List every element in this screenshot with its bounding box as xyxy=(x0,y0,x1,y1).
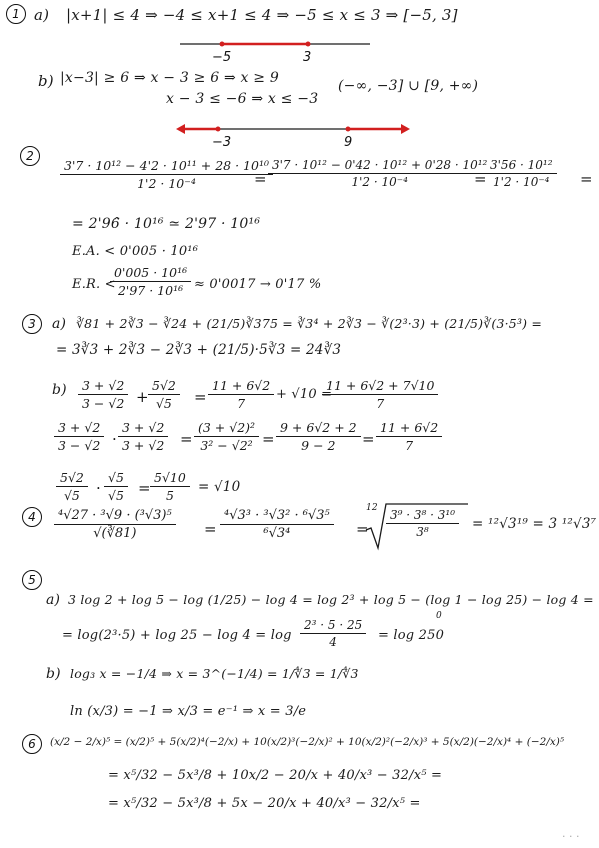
numerator: ⁴√27 · ³√9 · (³√3)⁵ xyxy=(54,508,176,525)
equals-sign: = xyxy=(138,479,151,497)
denominator: 3 − √2 xyxy=(82,396,125,411)
endpoint-dot xyxy=(220,42,225,47)
numerator: 3 + √2 xyxy=(54,420,104,437)
numerator: √5 xyxy=(104,470,128,487)
endpoint-dot xyxy=(216,127,221,132)
problem-3-number: 3 xyxy=(22,314,42,334)
numerator: 3 + √2 xyxy=(118,420,168,437)
denominator: 3 − √2 xyxy=(58,438,101,453)
endpoint-dot xyxy=(346,127,351,132)
denominator: 1'2 · 10⁻⁴ xyxy=(137,176,196,191)
denominator: 7 xyxy=(376,396,385,411)
numerator: 3'7 · 10¹² − 4'2 · 10¹¹ + 28 · 10¹⁰ xyxy=(60,158,273,175)
numerator: ⁴√3³ · ³√3² · ⁶√3⁵ xyxy=(220,508,334,525)
denominator: 7 xyxy=(405,438,414,453)
p3a-line1: ∛81 + 2∛3 − ∛24 + (21/5)∛375 = ∛3⁴ + 2∛3 − ∛(2³·3) + (21/5)∛(3·5³) = xyxy=(76,316,543,331)
denominator: ⁶√3⁴ xyxy=(263,526,291,541)
p3c-fraction-1 xyxy=(54,420,104,453)
numerator: 11 + 6√2 + 7√10 xyxy=(322,378,438,395)
p4-fraction-1 xyxy=(54,508,176,541)
denominator: 7 xyxy=(237,396,246,411)
p3c-fraction-5 xyxy=(376,420,442,453)
p2-absolute-error: E.A. < 0'005 · 10¹⁶ xyxy=(72,244,199,259)
p5b-line1: log₃ x = −1/4 ⇒ x = 3^(−1/4) = 1/∜3 = 1/∜3 xyxy=(70,666,359,681)
p2-fraction-1 xyxy=(60,158,273,191)
problem-5-number: 5 xyxy=(22,570,42,590)
p5a-line2a: = log(2³·5) + log 25 − log 4 = log xyxy=(62,628,292,643)
denominator: 3² − √2² xyxy=(200,438,253,453)
problem-2-number: 2 xyxy=(20,146,40,166)
arrow-left-icon xyxy=(176,124,185,134)
tick-label: −5 xyxy=(212,50,232,65)
numerator: 11 + 6√2 xyxy=(376,420,442,437)
p4-result: = ¹²√3¹⁹ = 3 ¹²√3⁷ xyxy=(472,516,597,532)
p6-line2: = x⁵/32 − 5x³/8 + 10x/2 − 20/x + 40/x³ − 32/x⁵ = xyxy=(108,768,443,783)
p3c-fraction-3 xyxy=(194,420,259,453)
denominator: 2'97 · 10¹⁶ xyxy=(117,283,184,298)
denominator: √5 xyxy=(108,488,124,503)
p1a-solution: |x+1| ≤ 4 ⇒ −4 ≤ x+1 ≤ 4 ⇒ −5 ≤ x ≤ 3 ⇒ [−5, 3] xyxy=(66,6,458,24)
equals-sign: = xyxy=(204,520,217,538)
p3b-fraction-3 xyxy=(208,378,274,411)
p3a-line2: = 3∛3 + 2∛3 − 2∛3 + (21/5)·5∛3 = 24∛3 xyxy=(56,342,342,358)
equals-sign: = xyxy=(356,520,369,538)
arrow-right-icon xyxy=(401,124,410,134)
p5a-label: a) xyxy=(46,592,61,608)
tick-label: −3 xyxy=(212,135,232,150)
p3d-fraction-1 xyxy=(56,470,88,503)
p5a-fraction xyxy=(300,618,366,649)
p5b-line2: ln (x/3) = −1 ⇒ x/3 = e⁻¹ ⇒ x = 3/e xyxy=(70,704,307,719)
p3b-tail: + √10 = xyxy=(276,387,333,402)
p1b-label: b) xyxy=(38,72,54,90)
problem-6-number: 6 xyxy=(22,734,42,754)
p5a-line2b: = log 250 xyxy=(378,628,445,643)
p1b-result: (−∞, −3] ∪ [9, +∞) xyxy=(338,78,479,94)
p1b-line2: x − 3 ≤ −6 ⇒ x ≤ −3 xyxy=(166,91,319,107)
p3d-fraction-2 xyxy=(104,470,128,503)
p3c-fraction-4 xyxy=(276,420,361,453)
numerator: 0'005 · 10¹⁶ xyxy=(110,265,191,282)
plus-sign: + xyxy=(136,388,149,406)
dot-sign: · xyxy=(112,430,117,448)
p3c-fraction-2 xyxy=(118,420,168,453)
numerator: 2³ · 5 · 25 xyxy=(300,618,366,634)
equals-sign: = xyxy=(362,430,375,448)
denominator: √(∛81) xyxy=(93,526,137,541)
p3b-fraction-4 xyxy=(322,378,438,411)
equals-sign: = xyxy=(254,170,267,188)
p6-line3: = x⁵/32 − 5x³/8 + 5x − 20/x + 40/x³ − 32/x⁵ = xyxy=(108,796,421,811)
p6-line1: (x/2 − 2/x)⁵ = (x/2)⁵ + 5(x/2)⁴(−2/x) + 10(x/2)³(−2/x)² + 10(x/2)²(−2/x)³ + 5(x/2)(−2/x)⁴ + (−2/x)⁵ xyxy=(50,736,565,748)
denominator: 9 − 2 xyxy=(301,438,336,453)
p3b-label: b) xyxy=(52,382,67,398)
p1b-line1: |x−3| ≥ 6 ⇒ x − 3 ≥ 6 ⇒ x ≥ 9 xyxy=(60,70,279,86)
p3d-tail: = √10 xyxy=(198,479,241,495)
numerator: 5√2 xyxy=(56,470,88,487)
denominator: 3⁸ xyxy=(416,525,429,539)
p3b-fraction-2 xyxy=(148,378,180,411)
dot-sign: · xyxy=(96,479,101,497)
equals-sign: = xyxy=(474,170,487,188)
equals-sign: = xyxy=(580,170,593,188)
numerator: 3 + √2 xyxy=(78,378,128,395)
tick-label: 3 xyxy=(303,50,312,65)
p4-root-index: 12 xyxy=(366,503,378,513)
p2-fraction-3 xyxy=(486,158,557,189)
denominator: 1'2 · 10⁻⁴ xyxy=(493,175,550,189)
numerator: 11 + 6√2 xyxy=(208,378,274,395)
denominator: √5 xyxy=(63,488,80,503)
number-line-a xyxy=(180,34,380,62)
p5a-zero-annotation: 0 xyxy=(436,611,442,621)
p5b-label: b) xyxy=(46,666,61,682)
p3b-fraction-1 xyxy=(78,378,128,411)
numerator: 3'56 · 10¹² xyxy=(486,158,557,174)
equals-sign: = xyxy=(180,430,193,448)
p2-relative-error-result: ≈ 0'0017 → 0'17 % xyxy=(194,277,322,292)
p2-fraction-2 xyxy=(268,158,491,189)
endpoint-dot xyxy=(306,42,311,47)
p3d-fraction-3 xyxy=(150,470,190,503)
tick-label: 9 xyxy=(344,135,353,150)
problem-4-number: 4 xyxy=(22,507,42,527)
numerator: 9 + 6√2 + 2 xyxy=(276,420,361,437)
denominator: 1'2 · 10⁻⁴ xyxy=(351,175,408,189)
numerator: (3 + √2)² xyxy=(194,420,259,437)
numerator: 5√10 xyxy=(150,470,190,487)
equals-sign: = xyxy=(262,430,275,448)
denominator: 4 xyxy=(329,635,337,649)
denominator: 5 xyxy=(165,488,174,503)
p3a-label: a) xyxy=(52,316,67,332)
numerator: 5√2 xyxy=(148,378,180,395)
p5a-line1: 3 log 2 + log 5 − log (1/25) − log 4 = log 2³ + log 5 − (log 1 − log 25) − log 4 = xyxy=(68,592,594,607)
denominator: 3 + √2 xyxy=(122,438,165,453)
p4-fraction-3 xyxy=(386,508,459,539)
p1a-label: a) xyxy=(34,6,50,24)
numerator: 3⁹ · 3⁸ · 3¹⁰ xyxy=(386,508,459,524)
equals-sign: = xyxy=(194,388,207,406)
p2-result: = 2'96̂ · 10¹⁶ ≃ 2'97 · 10¹⁶ xyxy=(72,216,261,232)
footer-dots: · · · xyxy=(562,830,580,843)
numerator: 3'7 · 10¹² − 0'42 · 10¹² + 0'28 · 10¹² xyxy=(268,158,491,174)
problem-1-number: 1 xyxy=(6,4,26,24)
p2-relative-error-label: E.R. < xyxy=(72,277,116,292)
p4-fraction-2 xyxy=(220,508,334,541)
p2-relative-error-fraction xyxy=(110,265,191,298)
denominator: √5 xyxy=(155,396,172,411)
